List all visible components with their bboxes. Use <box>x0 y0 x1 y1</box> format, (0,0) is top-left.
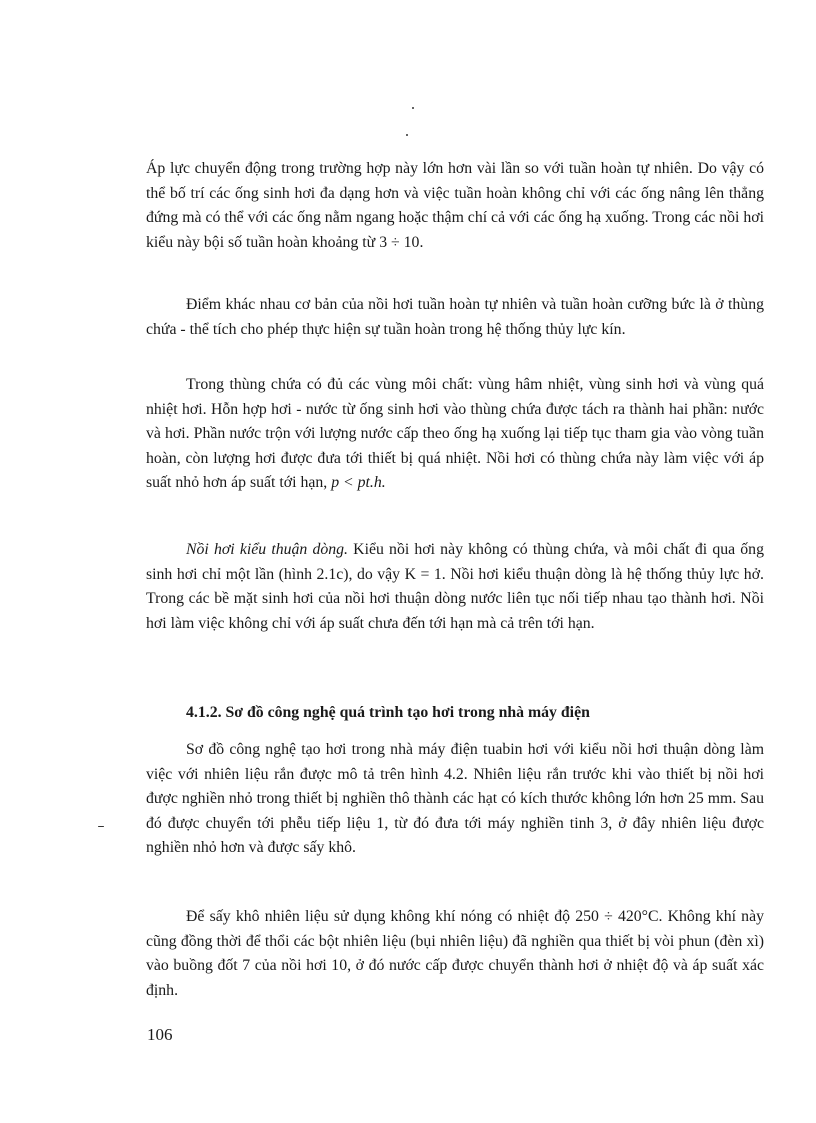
paragraph-once-through <box>146 538 764 636</box>
scan-speck <box>406 134 408 136</box>
paragraph-drum-zones <box>146 373 764 496</box>
scan-speck <box>98 826 104 827</box>
once-through-term: Nồi hơi kiểu thuận dòng. <box>186 541 349 558</box>
once-through-text: Kiểu nồi hơi này không có thùng chứa, và môi chất đi qua ống sinh hơi chỉ một lần (hình 2.1c), do vậy K = 1. Nồi hơi kiểu thuận dòng là hệ thống thủy lực hở. Trong các bề mặt sinh hơi của nồi hơi thuận dòng nước liên tục nối tiếp nhau tạo thành hơi. Nồi hơi làm việc không chỉ với áp suất chưa đến tới hạn mà cả trên tới hạn. <box>146 541 764 632</box>
section-heading: 4.1.2. Sơ đồ công nghệ quá trình tạo hơi trong nhà máy điện <box>186 704 590 721</box>
scan-speck <box>412 107 414 109</box>
paragraph-drum-zones-text: Trong thùng chứa có đủ các vùng môi chất: vùng hâm nhiệt, vùng sinh hơi và vùng quá nhiệt hơi. Hỗn hợp hơi - nước từ ống sinh hơi vào thùng chứa được tách ra thành hai phần: nước và hơi. Phần nước trộn với lượng nước cấp theo ống hạ xuống lại tiếp tục tham gia vào vòng tuần hoàn, còn lượng hơi được đưa tới thiết bị quá nhiệt. Nồi hơi có thùng chứa này làm việc với áp suất nhỏ hơn áp suất tới hạn, <box>146 376 764 492</box>
paragraph-fuel-drying: Để sấy khô nhiên liệu sử dụng không khí nóng có nhiệt độ 250 ÷ 420°C. Không khí này cũng đồng thời để thổi các bột nhiên liệu (bụi nhiên liệu) đã nghiền qua thiết bị vòi phun (đèn xì) vào buồng đốt 7 của nồi hơi 10, ở đó nước cấp được chuyển thành hơi ở nhiệt độ và áp suất xác định. <box>146 908 764 999</box>
paragraph-forced-circulation: Áp lực chuyển động trong trường hợp này lớn hơn vài lần so với tuần hoàn tự nhiên. Do vậy có thể bố trí các ống sinh hơi đa dạng hơn và việc tuần hoàn không chỉ với các ống nâng lên thẳng đứng mà có thể với các ống nằm ngang hoặc thậm chí cả với các ống hạ xuống. Trong các nồi hơi kiểu này bội số tuần hoàn khoảng từ 3 ÷ 10. <box>146 160 764 251</box>
page-number: 106 <box>147 1025 173 1044</box>
paragraph-steam-scheme: Sơ đồ công nghệ tạo hơi trong nhà máy điện tuabin hơi với kiểu nồi hơi thuận dòng làm việc với nhiên liệu rắn được mô tả trên hình 4.2. Nhiên liệu rắn trước khi vào thiết bị nồi hơi được nghiền nhỏ trong thiết bị nghiền thô thành các hạt có kích thước không lớn hơn 25 mm. Sau đó được chuyển tới phễu tiếp liệu 1, từ đó đưa tới máy nghiền tinh 3, ở đây nhiên liệu được nghiền nhỏ hơn và được sấy khô. <box>146 741 764 857</box>
pressure-formula: p < pt.h. <box>331 474 386 492</box>
paragraph-main-difference: Điểm khác nhau cơ bản của nồi hơi tuần hoàn tự nhiên và tuần hoàn cưỡng bức là ở thùng chứa - thể tích cho phép thực hiện sự tuần hoàn trong hệ thống thủy lực kín. <box>146 296 764 338</box>
